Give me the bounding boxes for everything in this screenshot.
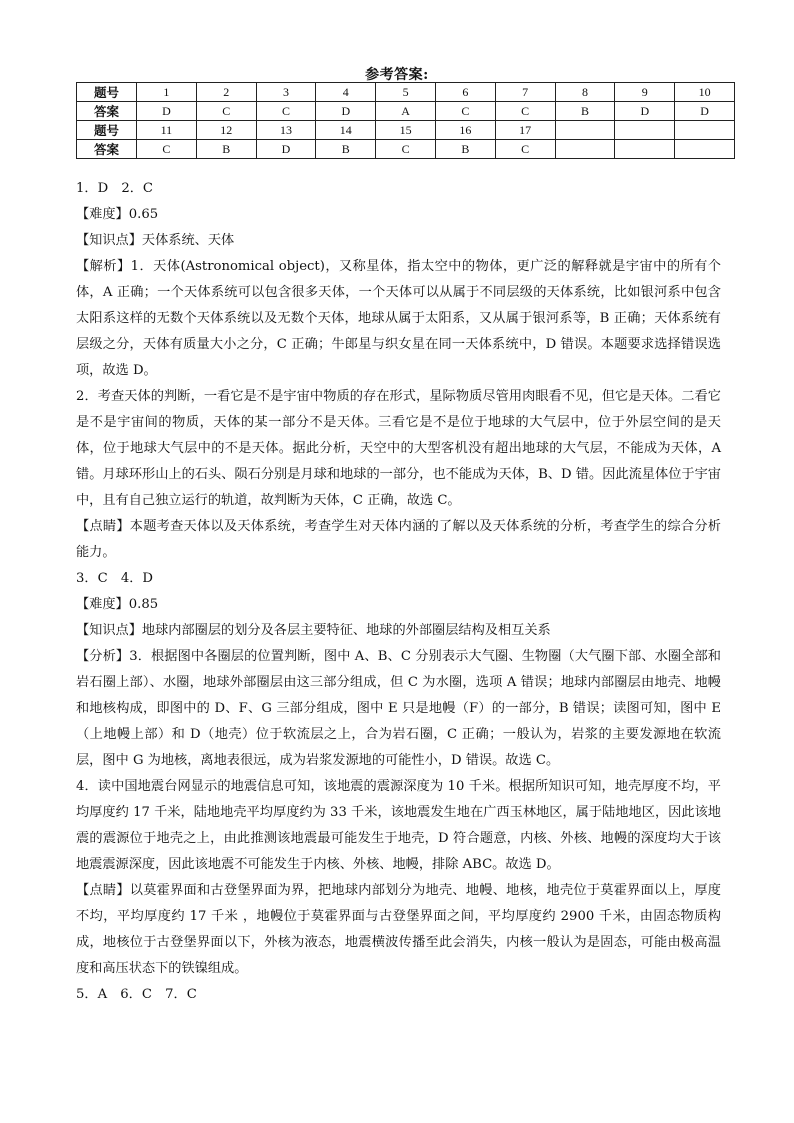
table-row [77, 121, 735, 140]
table-cell: C [376, 140, 436, 159]
table-cell [615, 121, 675, 140]
table-cell: 10 [675, 83, 735, 102]
table-cell: 13 [256, 121, 316, 140]
table-cell: 11 [137, 121, 197, 140]
explanation-paragraph: 【解析】1．天体(Astronomical object)，又称星体，指太空中的物体，更广泛的解释就是宇宙中的所有个体，A 正确；一个天体系统可以包含很多天体，一个天体可以从属于不同层级的天体系统，比如银河系中包含太阳系这样的无数个天体系统以及无数个天体，地球从属于太阳系，又从属于银河系等，B 正确；天体系统有层级之分，天体有质量大小之分，C 正确；牛郎星与织女星在同一天体系统中，D 错误。本题要求选择错误选项，故选 D。 [76, 259, 721, 378]
answer-table [76, 82, 735, 159]
table-cell [615, 140, 675, 159]
table-cell: 12 [196, 121, 256, 140]
table-cell: D [256, 140, 316, 159]
table-cell [555, 140, 615, 159]
tip-paragraph: 【点睛】本题考查天体以及天体系统，考查学生对天体内涵的了解以及天体系统的分析，考查学生的综合分析能力。 [76, 519, 721, 560]
row-label: 答案 [77, 140, 137, 159]
knowledge-point-line: 【知识点】地球内部圈层的划分及各层主要特征、地球的外部圈层结构及相互关系 [76, 623, 551, 638]
answer-line: 5．A 6．C 7．C [76, 987, 197, 1002]
table-cell: B [435, 140, 495, 159]
table-cell: 7 [495, 83, 555, 102]
table-cell: 1 [137, 83, 197, 102]
explanation-paragraph: 4．读中国地震台网显示的地震信息可知，该地震的震源深度为 10 千米。根据所知识可知，地壳厚度不均，平均厚度约 17 千米，陆地地壳平均厚度约为 33 千米，该地震发生地在广西玉林地区，属于陆地地区，因此该地震的震源位于地壳之上，由此推测该地震最可能发生于地壳，D 符合题意，内核、外核、地幔的深度均大于该地震震源深度，因此该地震不可能发生于内核、外核、地幔，排除 ABC。故选 D。 [76, 779, 721, 872]
knowledge-point-line: 【知识点】天体系统、天体 [76, 233, 235, 248]
table-cell: B [555, 102, 615, 121]
table-cell: B [196, 140, 256, 159]
answer-line: 3．C 4．D [76, 571, 154, 586]
table-cell: C [435, 102, 495, 121]
row-label: 题号 [77, 83, 137, 102]
table-cell: D [137, 102, 197, 121]
answer-title: 参考答案: [365, 67, 429, 83]
table-cell: C [495, 140, 555, 159]
row-label: 答案 [77, 102, 137, 121]
table-cell [555, 121, 615, 140]
difficulty-line: 【难度】0.85 [76, 597, 159, 612]
table-cell: C [137, 140, 197, 159]
table-cell [675, 140, 735, 159]
explanation-paragraph: 2．考查天体的判断，一看它是不是宇宙中物质的存在形式，星际物质尽管用肉眼看不见，但它是天体。二看它是不是宇宙间的物质，天体的某一部分不是天体。三看它是不是位于地球的大气层中，位于外层空间的是天体，位于地球大气层中的不是天体。据此分析，天空中的大型客机没有超出地球的大气层，不能成为天体，A 错。月球环形山上的石头、陨石分别是月球和地球的一部分，也不能成为天体，B、D 错。因此流星体位于宇宙中，且有自己独立运行的轨道，故判断为天体，C 正确，故选 C。 [76, 389, 721, 508]
table-row [77, 102, 735, 121]
table-cell: D [316, 102, 376, 121]
table-cell: 16 [435, 121, 495, 140]
table-cell: D [675, 102, 735, 121]
table-cell: 2 [196, 83, 256, 102]
table-cell: 14 [316, 121, 376, 140]
table-cell: 6 [435, 83, 495, 102]
table-cell: B [316, 140, 376, 159]
table-cell: 17 [495, 121, 555, 140]
answer-line: 1．D 2．C [76, 181, 154, 196]
table-cell: A [376, 102, 436, 121]
table-cell: 9 [615, 83, 675, 102]
table-cell: C [495, 102, 555, 121]
table-row [77, 140, 735, 159]
table-cell: 4 [316, 83, 376, 102]
table-cell: C [256, 102, 316, 121]
row-label: 题号 [77, 121, 137, 140]
table-cell: D [615, 102, 675, 121]
difficulty-line: 【难度】0.65 [76, 207, 159, 222]
table-cell: C [196, 102, 256, 121]
table-row [77, 83, 735, 102]
tip-paragraph: 【点睛】以莫霍界面和古登堡界面为界，把地球内部划分为地壳、地幔、地核，地壳位于莫霍界面以上，厚度不均，平均厚度约 17 千米 ，地幔位于莫霍界面与古登堡界面之间，平均厚度约 2900 千米，由固态物质构成，地核位于古登堡界面以下，外核为液态，地震横波传播至此会消失，内核一般认为是固态，可能由极高温度和高压状态下的铁镍组成。 [76, 883, 721, 976]
table-cell: 5 [376, 83, 436, 102]
table-cell: 3 [256, 83, 316, 102]
table-cell: 15 [376, 121, 436, 140]
table-cell: 8 [555, 83, 615, 102]
analysis-paragraph: 【分析】3．根据图中各圈层的位置判断，图中 A、B、C 分别表示大气圈、生物圈（大气圈下部、水圈全部和岩石圈上部）、水圈，地球外部圈层由这三部分组成，但 C 为水圈，选项 A 错误；地球内部圈层由地壳、地幔和地核构成，即图中的 D、F、G 三部分组成，图中 E 只是地幔（F）的一部分，B 错误；读图可知，图中 E（上地幔上部）和 D（地壳）位于软流层之上，合为岩石圈，C 正确；一般认为，岩浆的主要发源地在软流层，图中 G 为地核，离地表很远，成为岩浆发源地的可能性小，D 错误。故选 C。 [76, 649, 721, 768]
table-cell [675, 121, 735, 140]
solution-body [76, 176, 721, 1008]
